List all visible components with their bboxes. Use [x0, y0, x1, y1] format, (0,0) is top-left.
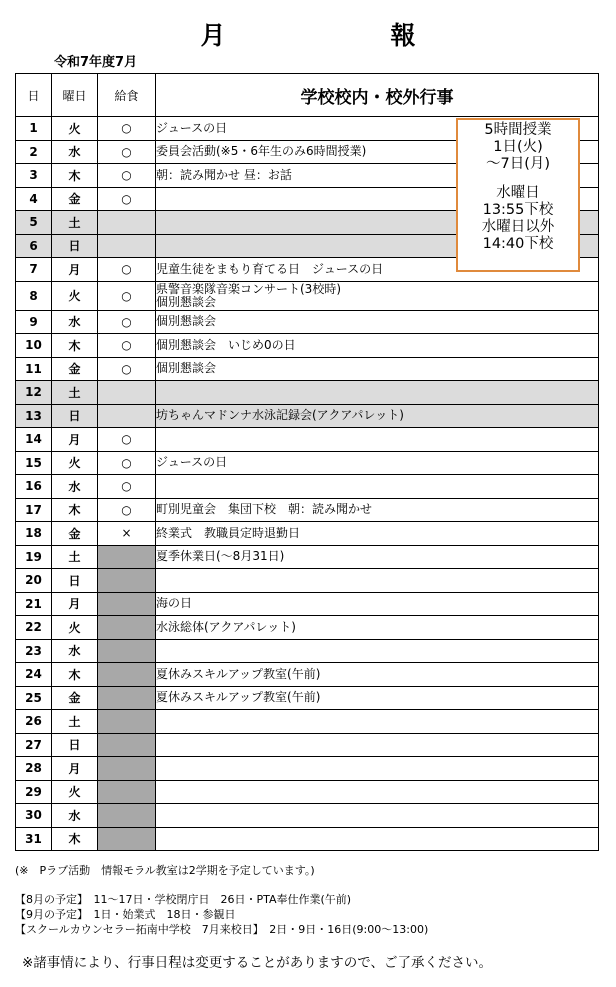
event-text: 個別懇談会 いじめ0の日	[156, 337, 296, 352]
event-text: 水泳総体(アクアパレット)	[156, 619, 296, 634]
event-cell	[156, 545, 599, 569]
day-cell: 14	[16, 428, 52, 452]
table-row	[16, 428, 599, 452]
box-line: 水曜日以外	[481, 219, 555, 235]
table-row	[16, 757, 599, 781]
weekday-cell: 月	[52, 428, 98, 452]
event-text: 個別懇談会	[156, 361, 217, 376]
event-cell	[156, 780, 599, 804]
table-row	[16, 522, 599, 546]
lunch-cell	[98, 757, 156, 781]
lunch-cell: ○	[98, 428, 156, 452]
event-cell	[156, 357, 599, 381]
day-cell: 16	[16, 475, 52, 499]
event-text: 県警音楽隊音楽コンサート(3校時)	[156, 281, 341, 296]
weekday-cell: 木	[52, 827, 98, 851]
lunch-cell	[98, 381, 156, 405]
box-line: 水曜日	[496, 185, 540, 201]
weekday-cell: 水	[52, 804, 98, 828]
weekday-cell: 月	[52, 757, 98, 781]
day-cell: 26	[16, 710, 52, 734]
day-cell: 30	[16, 804, 52, 828]
lunch-cell	[98, 234, 156, 258]
lunch-cell	[98, 569, 156, 593]
lunch-cell: ○	[98, 475, 156, 499]
weekday-cell: 土	[52, 381, 98, 405]
table-header-row	[16, 74, 599, 117]
weekday-cell: 火	[52, 117, 98, 141]
day-cell: 2	[16, 140, 52, 164]
plan-august: 【8月の予定】 11～17日・学校閉庁日 26日・PTA奉仕作業(午前)	[15, 893, 352, 906]
event-cell	[156, 475, 599, 499]
weekday-cell: 金	[52, 187, 98, 211]
lunch-cell: ○	[98, 117, 156, 141]
event-text: 夏休みスキルアップ教室(午前)	[156, 690, 321, 705]
table-row	[16, 475, 599, 499]
footnote: (※ Pラブ活動 情報モラル教室は2学期を予定しています。)	[15, 864, 315, 877]
event-text: 町別児童会 集団下校 朝：読み聞かせ	[156, 502, 373, 517]
lunch-cell: ○	[98, 164, 156, 188]
lunch-cell: ○	[98, 187, 156, 211]
event-text: 委員会活動(※5・6年生のみ6時間授業)	[156, 144, 367, 159]
box-line: 14:40下校	[482, 236, 554, 252]
day-cell: 1	[16, 117, 52, 141]
weekday-cell: 日	[52, 733, 98, 757]
weekday-cell: 月	[52, 258, 98, 282]
weekday-cell: 火	[52, 780, 98, 804]
day-cell: 5	[16, 211, 52, 235]
box-line: 13:55下校	[482, 202, 554, 218]
lunch-cell	[98, 592, 156, 616]
column-header-weekday: 曜日	[52, 74, 98, 117]
table-row	[16, 639, 599, 663]
day-cell: 20	[16, 569, 52, 593]
weekday-cell: 火	[52, 451, 98, 475]
day-cell: 24	[16, 663, 52, 687]
weekday-cell: 日	[52, 569, 98, 593]
table-row	[16, 381, 599, 405]
lunch-cell: ×	[98, 522, 156, 546]
event-text: 個別懇談会	[156, 314, 217, 329]
event-cell	[156, 733, 599, 757]
lunch-cell	[98, 686, 156, 710]
event-cell	[156, 404, 599, 428]
table-row	[16, 569, 599, 593]
weekday-cell: 土	[52, 211, 98, 235]
event-cell	[156, 616, 599, 640]
event-text: 夏休みスキルアップ教室(午前)	[156, 666, 321, 681]
event-cell	[156, 569, 599, 593]
lunch-cell	[98, 663, 156, 687]
weekday-cell: 金	[52, 357, 98, 381]
event-text: ジュースの日	[156, 120, 228, 135]
day-cell: 19	[16, 545, 52, 569]
day-cell: 31	[16, 827, 52, 851]
lunch-cell: ○	[98, 140, 156, 164]
table-row	[16, 334, 599, 358]
weekday-cell: 木	[52, 164, 98, 188]
weekday-cell: 土	[52, 710, 98, 734]
weekday-cell: 火	[52, 281, 98, 310]
event-cell	[156, 827, 599, 851]
day-cell: 12	[16, 381, 52, 405]
day-cell: 27	[16, 733, 52, 757]
day-cell: 25	[16, 686, 52, 710]
weekday-cell: 土	[52, 545, 98, 569]
disclaimer: ※諸事情により、行事日程は変更することがありますので、ご了承ください。	[22, 955, 493, 971]
day-cell: 3	[16, 164, 52, 188]
event-text: ジュースの日	[156, 455, 228, 470]
box-line: 1日(火)	[493, 139, 543, 155]
weekday-cell: 木	[52, 334, 98, 358]
plan-september: 【9月の予定】 1日・始業式 18日・参観日	[15, 908, 236, 921]
event-text: 海の日	[156, 596, 193, 611]
day-cell: 23	[16, 639, 52, 663]
column-header-day: 日	[16, 74, 52, 117]
weekday-cell: 日	[52, 234, 98, 258]
table-row	[16, 281, 599, 310]
day-cell: 17	[16, 498, 52, 522]
lunch-cell	[98, 710, 156, 734]
event-cell	[156, 381, 599, 405]
day-cell: 7	[16, 258, 52, 282]
plan-counselor: 【スクールカウンセラー拓南中学校 7月来校日】 2日・9日・16日(9:00～13:00)	[15, 923, 429, 936]
upcoming-plans	[15, 892, 428, 937]
box-line: ～7日(月)	[485, 156, 551, 172]
table-row	[16, 545, 599, 569]
event-cell	[156, 804, 599, 828]
day-cell: 8	[16, 281, 52, 310]
day-cell: 11	[16, 357, 52, 381]
weekday-cell: 月	[52, 592, 98, 616]
weekday-cell: 水	[52, 475, 98, 499]
lunch-cell	[98, 616, 156, 640]
event-cell	[156, 686, 599, 710]
event-cell	[156, 710, 599, 734]
day-cell: 29	[16, 780, 52, 804]
weekday-cell: 木	[52, 498, 98, 522]
table-row	[16, 404, 599, 428]
event-cell	[156, 498, 599, 522]
page-subtitle: 令和7年度7月	[54, 55, 138, 70]
school-hours-note-box	[456, 118, 580, 272]
event-text: 坊ちゃんマドンナ水泳記録会(アクアパレット)	[156, 408, 404, 423]
day-cell: 10	[16, 334, 52, 358]
table-row	[16, 357, 599, 381]
lunch-cell	[98, 211, 156, 235]
table-row	[16, 733, 599, 757]
lunch-cell	[98, 804, 156, 828]
lunch-cell	[98, 780, 156, 804]
day-cell: 9	[16, 310, 52, 334]
event-cell	[156, 428, 599, 452]
event-cell	[156, 592, 599, 616]
page-title: 月 報	[200, 21, 486, 50]
lunch-cell: ○	[98, 281, 156, 310]
lunch-cell: ○	[98, 258, 156, 282]
lunch-cell: ○	[98, 310, 156, 334]
day-cell: 6	[16, 234, 52, 258]
day-cell: 13	[16, 404, 52, 428]
event-cell	[156, 639, 599, 663]
event-cell	[156, 451, 599, 475]
weekday-cell: 日	[52, 404, 98, 428]
table-row	[16, 780, 599, 804]
table-row	[16, 710, 599, 734]
table-row	[16, 592, 599, 616]
event-cell	[156, 334, 599, 358]
lunch-cell	[98, 827, 156, 851]
table-row	[16, 616, 599, 640]
weekday-cell: 金	[52, 686, 98, 710]
event-cell	[156, 757, 599, 781]
table-row	[16, 827, 599, 851]
event-text-secondary: 個別懇談会	[156, 294, 217, 309]
lunch-cell	[98, 404, 156, 428]
table-row	[16, 498, 599, 522]
day-cell: 28	[16, 757, 52, 781]
weekday-cell: 火	[52, 616, 98, 640]
column-header-lunch: 給食	[98, 74, 156, 117]
lunch-cell	[98, 639, 156, 663]
table-row	[16, 451, 599, 475]
column-header-events: 学校校内・校外行事	[156, 74, 599, 117]
day-cell: 15	[16, 451, 52, 475]
event-cell	[156, 663, 599, 687]
lunch-cell: ○	[98, 357, 156, 381]
table-row	[16, 310, 599, 334]
event-text: 朝：読み聞かせ 昼：お話	[156, 167, 292, 182]
table-row	[16, 663, 599, 687]
event-text: 児童生徒をまもり育てる日 ジュースの日	[156, 261, 384, 276]
day-cell: 21	[16, 592, 52, 616]
table-row	[16, 686, 599, 710]
lunch-cell	[98, 733, 156, 757]
lunch-cell: ○	[98, 451, 156, 475]
event-cell	[156, 310, 599, 334]
event-text: 夏季休業日(～8月31日)	[156, 549, 285, 564]
lunch-cell	[98, 545, 156, 569]
event-cell	[156, 522, 599, 546]
lunch-cell: ○	[98, 334, 156, 358]
table-row	[16, 804, 599, 828]
day-cell: 18	[16, 522, 52, 546]
weekday-cell: 金	[52, 522, 98, 546]
weekday-cell: 水	[52, 310, 98, 334]
lunch-cell: ○	[98, 498, 156, 522]
event-cell	[156, 281, 599, 310]
day-cell: 4	[16, 187, 52, 211]
weekday-cell: 水	[52, 639, 98, 663]
day-cell: 22	[16, 616, 52, 640]
event-text: 終業式 教職員定時退勤日	[156, 525, 301, 540]
box-line: 5時間授業	[484, 122, 552, 138]
weekday-cell: 水	[52, 140, 98, 164]
weekday-cell: 木	[52, 663, 98, 687]
